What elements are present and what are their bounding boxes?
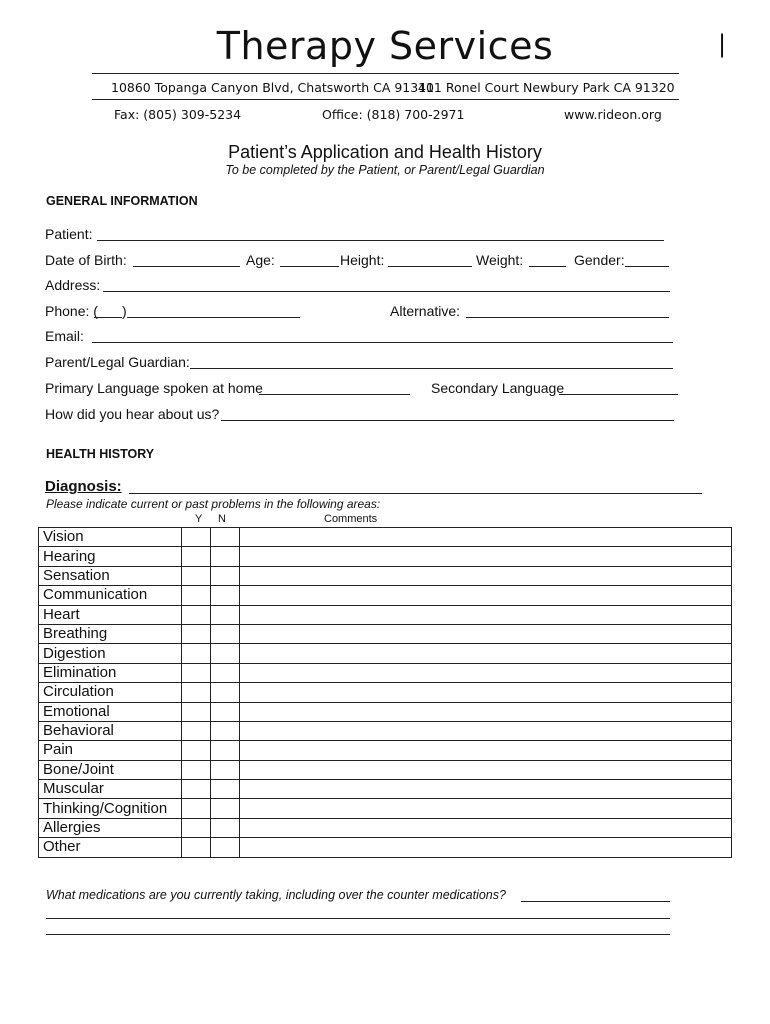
yes-checkbox[interactable] <box>182 644 211 663</box>
comments-field[interactable] <box>240 741 732 760</box>
comments-field[interactable] <box>240 721 732 740</box>
problems-instructions: Please indicate current or past problems in the following areas: <box>46 497 381 511</box>
no-checkbox[interactable] <box>211 586 240 605</box>
address-field[interactable] <box>103 291 670 292</box>
medications-field-line-3[interactable] <box>46 934 670 935</box>
comments-field[interactable] <box>240 683 732 702</box>
fax-number: Fax: (805) 309-5234 <box>114 107 242 122</box>
problem-row <box>39 721 732 740</box>
phone-paren-close: ) <box>122 303 127 319</box>
phone-area-code-field[interactable] <box>94 317 122 318</box>
comments-field[interactable] <box>240 566 732 585</box>
problem-row <box>39 547 732 566</box>
guardian-label: Parent/Legal Guardian: <box>45 354 190 370</box>
yes-checkbox[interactable] <box>182 702 211 721</box>
hear-about-label: How did you hear about us? <box>45 406 220 422</box>
problem-row <box>39 586 732 605</box>
general-information-heading: GENERAL INFORMATION <box>46 194 198 208</box>
no-checkbox[interactable] <box>211 741 240 760</box>
problem-area-label: Other <box>39 838 182 857</box>
address-chatsworth: 10860 Topanga Canyon Blvd, Chatsworth CA 91311 <box>111 80 435 95</box>
no-checkbox[interactable] <box>211 818 240 837</box>
no-checkbox[interactable] <box>211 780 240 799</box>
comments-field[interactable] <box>240 547 732 566</box>
problem-area-label: Vision <box>39 528 182 547</box>
comments-field[interactable] <box>240 624 732 643</box>
gender-label: Gender: <box>574 252 625 268</box>
header-divider-top <box>92 73 679 74</box>
yes-checkbox[interactable] <box>182 605 211 624</box>
yes-checkbox[interactable] <box>182 663 211 682</box>
height-label: Height: <box>340 252 385 268</box>
health-history-heading: HEALTH HISTORY <box>46 447 155 461</box>
problem-row <box>39 760 732 779</box>
dob-field[interactable] <box>133 266 240 267</box>
no-column-header: N <box>218 513 226 525</box>
no-checkbox[interactable] <box>211 566 240 585</box>
no-checkbox[interactable] <box>211 702 240 721</box>
problem-area-label: Communication <box>39 586 182 605</box>
problem-area-label: Allergies <box>39 818 182 837</box>
problem-area-label: Bone/Joint <box>39 760 182 779</box>
phone-label: Phone: ( <box>45 303 98 319</box>
header-divider-bottom <box>92 99 679 100</box>
email-label: Email: <box>45 328 84 344</box>
comments-field[interactable] <box>240 663 732 682</box>
yes-checkbox[interactable] <box>182 528 211 547</box>
alternative-phone-label: Alternative: <box>390 303 461 319</box>
alternative-phone-field[interactable] <box>466 317 669 318</box>
phone-field[interactable] <box>127 317 300 318</box>
problem-row <box>39 818 732 837</box>
comments-field[interactable] <box>240 528 732 547</box>
secondary-language-field[interactable] <box>559 394 678 395</box>
no-checkbox[interactable] <box>211 721 240 740</box>
yes-checkbox[interactable] <box>182 624 211 643</box>
problem-area-label: Emotional <box>39 702 182 721</box>
medications-field[interactable] <box>521 901 670 902</box>
page-title: Therapy Services <box>216 24 554 68</box>
age-field[interactable] <box>280 266 339 267</box>
primary-language-label: Primary Language spoken at home <box>45 380 263 396</box>
yes-checkbox[interactable] <box>182 586 211 605</box>
no-checkbox[interactable] <box>211 683 240 702</box>
comments-field[interactable] <box>240 760 732 779</box>
problem-row <box>39 644 732 663</box>
problem-area-label: Thinking/Cognition <box>39 799 182 818</box>
yes-column-header: Y <box>195 513 203 525</box>
diagnosis-label: Diagnosis: <box>45 478 122 495</box>
yes-checkbox[interactable] <box>182 566 211 585</box>
height-field[interactable] <box>388 266 472 267</box>
problem-row <box>39 780 732 799</box>
no-checkbox[interactable] <box>211 838 240 857</box>
comments-field[interactable] <box>240 818 732 837</box>
problem-row <box>39 566 732 585</box>
problem-row <box>39 663 732 682</box>
yes-checkbox[interactable] <box>182 741 211 760</box>
no-checkbox[interactable] <box>211 547 240 566</box>
problem-row <box>39 624 732 643</box>
form-subtitle: To be completed by the Patient, or Parent/Legal Guardian <box>225 163 545 177</box>
comments-field[interactable] <box>240 838 732 857</box>
problem-area-label: Pain <box>39 741 182 760</box>
problem-area-label: Hearing <box>39 547 182 566</box>
age-label: Age: <box>246 252 275 268</box>
comments-field[interactable] <box>240 780 732 799</box>
address-label: Address: <box>45 277 101 293</box>
problem-area-label: Elimination <box>39 663 182 682</box>
comments-field[interactable] <box>240 644 732 663</box>
health-problems-table <box>38 527 732 858</box>
yes-checkbox[interactable] <box>182 760 211 779</box>
problem-row <box>39 683 732 702</box>
office-phone: Office: (818) 700-2971 <box>322 107 465 122</box>
problem-area-label: Breathing <box>39 624 182 643</box>
primary-language-field[interactable] <box>259 394 410 395</box>
problem-row <box>39 605 732 624</box>
medications-field-line-2[interactable] <box>46 918 670 919</box>
no-checkbox[interactable] <box>211 528 240 547</box>
problem-area-label: Circulation <box>39 683 182 702</box>
no-checkbox[interactable] <box>211 644 240 663</box>
problem-row <box>39 741 732 760</box>
problem-row <box>39 838 732 857</box>
guardian-field[interactable] <box>190 368 673 369</box>
yes-checkbox[interactable] <box>182 683 211 702</box>
problem-area-label: Behavioral <box>39 721 182 740</box>
no-checkbox[interactable] <box>211 663 240 682</box>
no-checkbox[interactable] <box>211 760 240 779</box>
no-checkbox[interactable] <box>211 799 240 818</box>
problem-area-label: Heart <box>39 605 182 624</box>
weight-label: Weight: <box>476 252 524 268</box>
no-checkbox[interactable] <box>211 605 240 624</box>
gender-field[interactable] <box>625 266 669 267</box>
weight-field[interactable] <box>529 266 566 267</box>
yes-checkbox[interactable] <box>182 838 211 857</box>
problem-row <box>39 702 732 721</box>
address-newbury-park: 401 Ronel Court Newbury Park CA 91320 <box>418 80 675 95</box>
problem-row <box>39 528 732 547</box>
no-checkbox[interactable] <box>211 624 240 643</box>
comments-field[interactable] <box>240 702 732 721</box>
email-field[interactable] <box>92 342 673 343</box>
problem-area-label: Sensation <box>39 566 182 585</box>
website-link[interactable]: www.rideon.org <box>564 107 662 122</box>
patient-field[interactable] <box>97 240 664 241</box>
problem-area-label: Digestion <box>39 644 182 663</box>
form-title: Patient’s Application and Health History <box>228 142 542 162</box>
medications-question: What medications are you currently taking, including over the counter medications? <box>46 888 506 902</box>
page-number: | <box>718 30 727 58</box>
comments-field[interactable] <box>240 586 732 605</box>
yes-checkbox[interactable] <box>182 818 211 837</box>
problem-row <box>39 799 732 818</box>
yes-checkbox[interactable] <box>182 799 211 818</box>
comments-field[interactable] <box>240 605 732 624</box>
dob-label: Date of Birth: <box>45 252 127 268</box>
hear-about-field[interactable] <box>221 420 674 421</box>
patient-label: Patient: <box>45 226 93 242</box>
yes-checkbox[interactable] <box>182 547 211 566</box>
diagnosis-field[interactable] <box>129 493 702 494</box>
secondary-language-label: Secondary Language <box>431 380 565 396</box>
problem-area-label: Muscular <box>39 780 182 799</box>
comments-field[interactable] <box>240 799 732 818</box>
yes-checkbox[interactable] <box>182 780 211 799</box>
comments-column-header: Comments <box>324 513 378 525</box>
yes-checkbox[interactable] <box>182 721 211 740</box>
